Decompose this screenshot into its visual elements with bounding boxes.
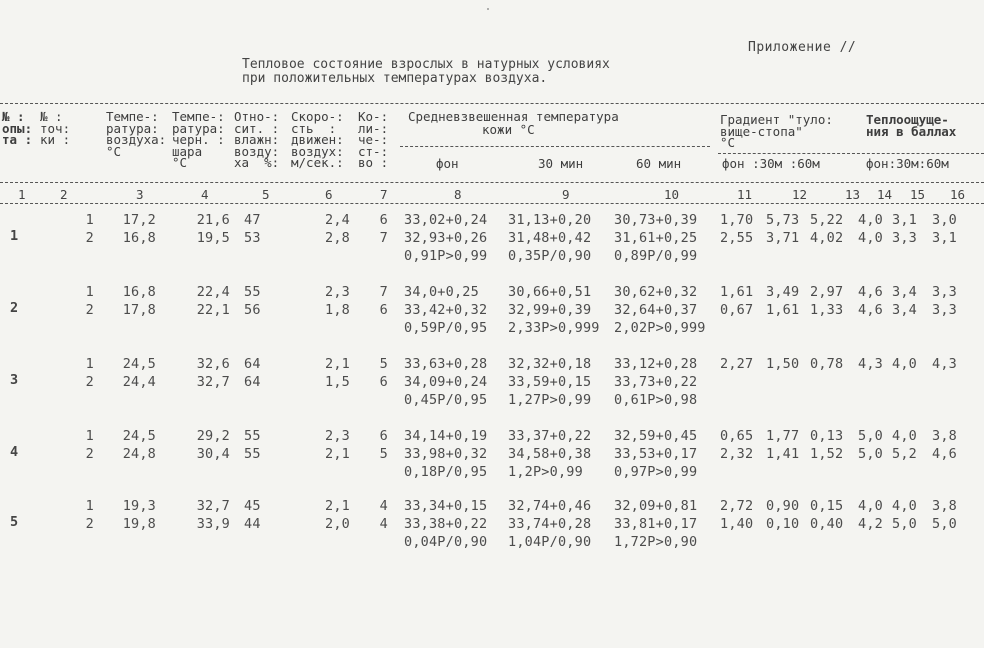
table-cell-g1: 2,72: [720, 498, 754, 514]
table-cell-v: 2,1: [325, 356, 350, 372]
table-cell-v: 2,0: [325, 516, 350, 532]
column-number: 8: [454, 187, 462, 202]
table-cell-s2: 5,2: [892, 446, 917, 462]
table-cell-s1: 4,6: [858, 284, 883, 300]
table-cell-g2: 1,50: [766, 356, 800, 372]
table-cell-f: 33,42+0,32: [404, 302, 488, 318]
table-cell-p: 2: [85, 302, 94, 318]
table-cell-m60: 33,73+0,22: [614, 374, 698, 390]
table-cell-h: 47: [244, 212, 261, 228]
column-number: 16: [950, 187, 966, 202]
table-cell-n: 6: [379, 428, 388, 444]
table-cell-m60: 33,81+0,17: [614, 516, 698, 532]
table-cell-m30: 2,33P>0,999: [508, 320, 600, 336]
table-cell-g2: 3,49: [766, 284, 800, 300]
header-skin-temp-sub: кожи °С: [482, 122, 535, 137]
table-cell-g2: 1,77: [766, 428, 800, 444]
table-cell-m30: 34,58+0,38: [508, 446, 592, 462]
header-sensation: Теплоощуще- ния в баллах: [866, 112, 957, 139]
table-cell-m30: 32,74+0,46: [508, 498, 592, 514]
table-cell-g3: 1,33: [810, 302, 844, 318]
table-cell-v: 2,3: [325, 428, 350, 444]
table-cell-s1: 4,0: [858, 212, 883, 228]
table-cell-g1: 1,40: [720, 516, 754, 532]
column-number: 14: [877, 187, 893, 202]
appendix-label: Приложение //: [748, 40, 857, 55]
table-cell-p: 2: [85, 374, 94, 390]
table-cell-tb: 19,5: [196, 230, 230, 246]
table-cell-g3: 0,78: [810, 356, 844, 372]
table-cell-p: 2: [85, 446, 94, 462]
table-cell-f: 0,59P/0,95: [404, 320, 488, 336]
table-cell-s3: 3,0: [932, 212, 957, 228]
table-cell-m30: 0,35P/0,90: [508, 248, 592, 264]
experiment-number: 4: [10, 444, 19, 460]
experiment-number: 3: [10, 372, 19, 388]
header-experiment-no: № : опы: та :: [2, 109, 33, 147]
table-cell-g1: 2,55: [720, 230, 754, 246]
header-point-no: № : точ: ки :: [40, 109, 71, 147]
header-gradient: Градиент "туло: вище-стопа" °С: [720, 112, 833, 150]
table-cell-f: 34,09+0,24: [404, 374, 488, 390]
table-cell-s1: 4,3: [858, 356, 883, 372]
experiment-number: 5: [10, 514, 19, 530]
speck: [487, 8, 489, 10]
table-cell-s2: 4,0: [892, 498, 917, 514]
table-cell-n: 7: [379, 284, 388, 300]
table-cell-s3: 3,3: [932, 284, 957, 300]
table-cell-t: 19,3: [122, 498, 156, 514]
table-cell-s3: 3,1: [932, 230, 957, 246]
table-cell-s2: 3,3: [892, 230, 917, 246]
table-cell-m60: 32,09+0,81: [614, 498, 698, 514]
table-cell-g3: 0,13: [810, 428, 844, 444]
table-cell-m60: 0,89P/0,99: [614, 248, 698, 264]
table-cell-s1: 5,0: [858, 446, 883, 462]
table-cell-f: 33,38+0,22: [404, 516, 488, 532]
table-cell-n: 6: [379, 212, 388, 228]
table-cell-g3: 0,15: [810, 498, 844, 514]
table-cell-f: 32,93+0,26: [404, 230, 488, 246]
table-cell-n: 6: [379, 374, 388, 390]
table-cell-t: 17,2: [122, 212, 156, 228]
table-cell-m30: 1,27P>0,99: [508, 392, 592, 408]
table-cell-t: 24,4: [122, 374, 156, 390]
table-cell-m60: 33,12+0,28: [614, 356, 698, 372]
table-cell-m30: 31,13+0,20: [508, 212, 592, 228]
table-cell-m60: 2,02P>0,999: [614, 320, 706, 336]
table-cell-s2: 3,4: [892, 302, 917, 318]
column-number: 13: [845, 187, 861, 202]
title-line-1: Тепловое состояние взрослых в натурных условиях: [242, 57, 610, 72]
table-cell-g1: 0,65: [720, 428, 754, 444]
table-cell-f: 34,14+0,19: [404, 428, 488, 444]
table-cell-g1: 2,27: [720, 356, 754, 372]
table-cell-m30: 1,2P>0,99: [508, 464, 583, 480]
experiment-number: 1: [10, 228, 19, 244]
table-cell-g2: 0,90: [766, 498, 800, 514]
table-cell-g2: 0,10: [766, 516, 800, 532]
table-cell-n: 4: [379, 498, 388, 514]
table-cell-m60: 30,73+0,39: [614, 212, 698, 228]
table-cell-p: 2: [85, 230, 94, 246]
table-cell-t: 16,8: [122, 230, 156, 246]
table-cell-m30: 31,48+0,42: [508, 230, 592, 246]
table-cell-m60: 0,97P>0,99: [614, 464, 698, 480]
header-humidity: Отно-: сит. : влажн: возду: ха %:: [234, 109, 280, 170]
table-cell-tb: 21,6: [196, 212, 230, 228]
column-number: 15: [910, 187, 926, 202]
table-cell-g3: 0,40: [810, 516, 844, 532]
column-number: 7: [380, 187, 388, 202]
table-cell-tb: 22,4: [196, 284, 230, 300]
table-cell-p: 1: [85, 284, 94, 300]
table-cell-n: 7: [379, 230, 388, 246]
table-cell-m30: 32,99+0,39: [508, 302, 592, 318]
table-cell-g3: 1,52: [810, 446, 844, 462]
column-number: 9: [562, 187, 570, 202]
table-cell-s3: 4,6: [932, 446, 957, 462]
table-cell-m60: 30,62+0,32: [614, 284, 698, 300]
rule-header-bottom: [0, 182, 984, 183]
table-cell-v: 1,5: [325, 374, 350, 390]
table-cell-m60: 31,61+0,25: [614, 230, 698, 246]
rule-numbers-bottom: [0, 203, 984, 204]
table-cell-n: 5: [379, 446, 388, 462]
table-cell-g2: 3,71: [766, 230, 800, 246]
column-number: 10: [664, 187, 680, 202]
table-cell-tb: 22,1: [196, 302, 230, 318]
header-sub-60: 60 мин: [636, 156, 682, 171]
table-cell-t: 24,5: [122, 428, 156, 444]
table-cell-p: 1: [85, 212, 94, 228]
table-cell-g1: 0,67: [720, 302, 754, 318]
table-cell-f: 34,0+0,25: [404, 284, 479, 300]
table-cell-p: 1: [85, 498, 94, 514]
header-sub-30: 30 мин: [538, 156, 584, 171]
header-air-temp: Темпе-: ратура: воздуха: °С: [106, 109, 167, 159]
table-cell-g3: 5,22: [810, 212, 844, 228]
table-cell-f: 33,34+0,15: [404, 498, 488, 514]
table-cell-s1: 4,0: [858, 230, 883, 246]
table-cell-s3: 3,3: [932, 302, 957, 318]
table-cell-t: 24,8: [122, 446, 156, 462]
table-cell-s2: 4,0: [892, 356, 917, 372]
table-cell-t: 19,8: [122, 516, 156, 532]
table-cell-g1: 2,32: [720, 446, 754, 462]
table-cell-h: 55: [244, 284, 261, 300]
table-cell-tb: 32,7: [196, 374, 230, 390]
table-cell-v: 2,1: [325, 498, 350, 514]
header-skin-temp: Средневзвешенная температура: [408, 109, 619, 124]
table-cell-p: 2: [85, 516, 94, 532]
table-cell-m60: 32,59+0,45: [614, 428, 698, 444]
column-number: 3: [136, 187, 144, 202]
table-cell-m60: 33,53+0,17: [614, 446, 698, 462]
table-cell-h: 64: [244, 356, 261, 372]
table-cell-m30: 33,74+0,28: [508, 516, 592, 532]
column-number: 5: [262, 187, 270, 202]
header-air-speed: Скоро-: сть : движен: воздух: м/сек.:: [291, 109, 344, 170]
column-number: 2: [60, 187, 68, 202]
table-cell-n: 4: [379, 516, 388, 532]
table-cell-g3: 4,02: [810, 230, 844, 246]
column-number: 11: [737, 187, 753, 202]
table-cell-h: 45: [244, 498, 261, 514]
table-cell-t: 24,5: [122, 356, 156, 372]
table-cell-g3: 2,97: [810, 284, 844, 300]
table-cell-h: 64: [244, 374, 261, 390]
table-cell-f: 0,91P>0,99: [404, 248, 488, 264]
table-cell-h: 56: [244, 302, 261, 318]
header-count: Ко-: ли-: че-: ст-: во :: [358, 109, 389, 170]
table-cell-g1: 1,61: [720, 284, 754, 300]
table-cell-t: 17,8: [122, 302, 156, 318]
column-number: 6: [325, 187, 333, 202]
table-cell-tb: 32,7: [196, 498, 230, 514]
header-sensation-sub: фон:30м:60м: [866, 156, 949, 171]
table-cell-tb: 29,2: [196, 428, 230, 444]
table-cell-f: 0,18P/0,95: [404, 464, 488, 480]
table-cell-v: 2,8: [325, 230, 350, 246]
table-cell-f: 0,45P/0,95: [404, 392, 488, 408]
table-cell-p: 1: [85, 428, 94, 444]
table-cell-v: 2,4: [325, 212, 350, 228]
table-cell-m60: 1,72P>0,90: [614, 534, 698, 550]
table-cell-m30: 33,37+0,22: [508, 428, 592, 444]
header-globe-temp: Темпе-: ратура: черн. : шара °С: [172, 109, 225, 170]
table-cell-s1: 5,0: [858, 428, 883, 444]
document-title: [242, 58, 610, 86]
table-cell-m60: 0,61P>0,98: [614, 392, 698, 408]
table-cell-m30: 30,66+0,51: [508, 284, 592, 300]
table-cell-h: 55: [244, 428, 261, 444]
header-sub-fon: фон: [436, 156, 459, 171]
header-gradient-sub: фон :30м :60м: [722, 156, 820, 171]
table-cell-g1: 1,70: [720, 212, 754, 228]
table-cell-m30: 1,04P/0,90: [508, 534, 592, 550]
column-number: 1: [18, 187, 26, 202]
table-cell-p: 1: [85, 356, 94, 372]
rule-temp-mid: [400, 146, 710, 147]
table-cell-s1: 4,6: [858, 302, 883, 318]
table-cell-m30: 32,32+0,18: [508, 356, 592, 372]
column-number: 12: [792, 187, 808, 202]
table-cell-s3: 4,3: [932, 356, 957, 372]
table-cell-g2: 1,61: [766, 302, 800, 318]
rule-grad-mid: [718, 153, 984, 154]
table-cell-f: 0,04P/0,90: [404, 534, 488, 550]
table-cell-s3: 5,0: [932, 516, 957, 532]
table-cell-s3: 3,8: [932, 498, 957, 514]
table-cell-s2: 4,0: [892, 428, 917, 444]
table-cell-h: 44: [244, 516, 261, 532]
table-cell-n: 5: [379, 356, 388, 372]
table-cell-f: 33,98+0,32: [404, 446, 488, 462]
table-cell-h: 55: [244, 446, 261, 462]
table-cell-g2: 5,73: [766, 212, 800, 228]
table-cell-v: 2,1: [325, 446, 350, 462]
table-cell-s2: 5,0: [892, 516, 917, 532]
table-cell-f: 33,63+0,28: [404, 356, 488, 372]
table-cell-s2: 3,1: [892, 212, 917, 228]
title-line-2: при положительных температурах воздуха.: [242, 71, 548, 86]
table-cell-tb: 32,6: [196, 356, 230, 372]
column-number: 4: [201, 187, 209, 202]
table-cell-f: 33,02+0,24: [404, 212, 488, 228]
experiment-number: 2: [10, 300, 19, 316]
table-cell-s3: 3,8: [932, 428, 957, 444]
table-cell-s1: 4,0: [858, 498, 883, 514]
table-cell-tb: 30,4: [196, 446, 230, 462]
table-cell-s2: 3,4: [892, 284, 917, 300]
table-cell-s1: 4,2: [858, 516, 883, 532]
table-cell-v: 2,3: [325, 284, 350, 300]
table-cell-tb: 33,9: [196, 516, 230, 532]
table-cell-n: 6: [379, 302, 388, 318]
table-cell-g2: 1,41: [766, 446, 800, 462]
table-cell-v: 1,8: [325, 302, 350, 318]
table-cell-h: 53: [244, 230, 261, 246]
table-cell-m30: 33,59+0,15: [508, 374, 592, 390]
table-cell-m60: 32,64+0,37: [614, 302, 698, 318]
rule-top: [0, 103, 984, 104]
table-cell-t: 16,8: [122, 284, 156, 300]
